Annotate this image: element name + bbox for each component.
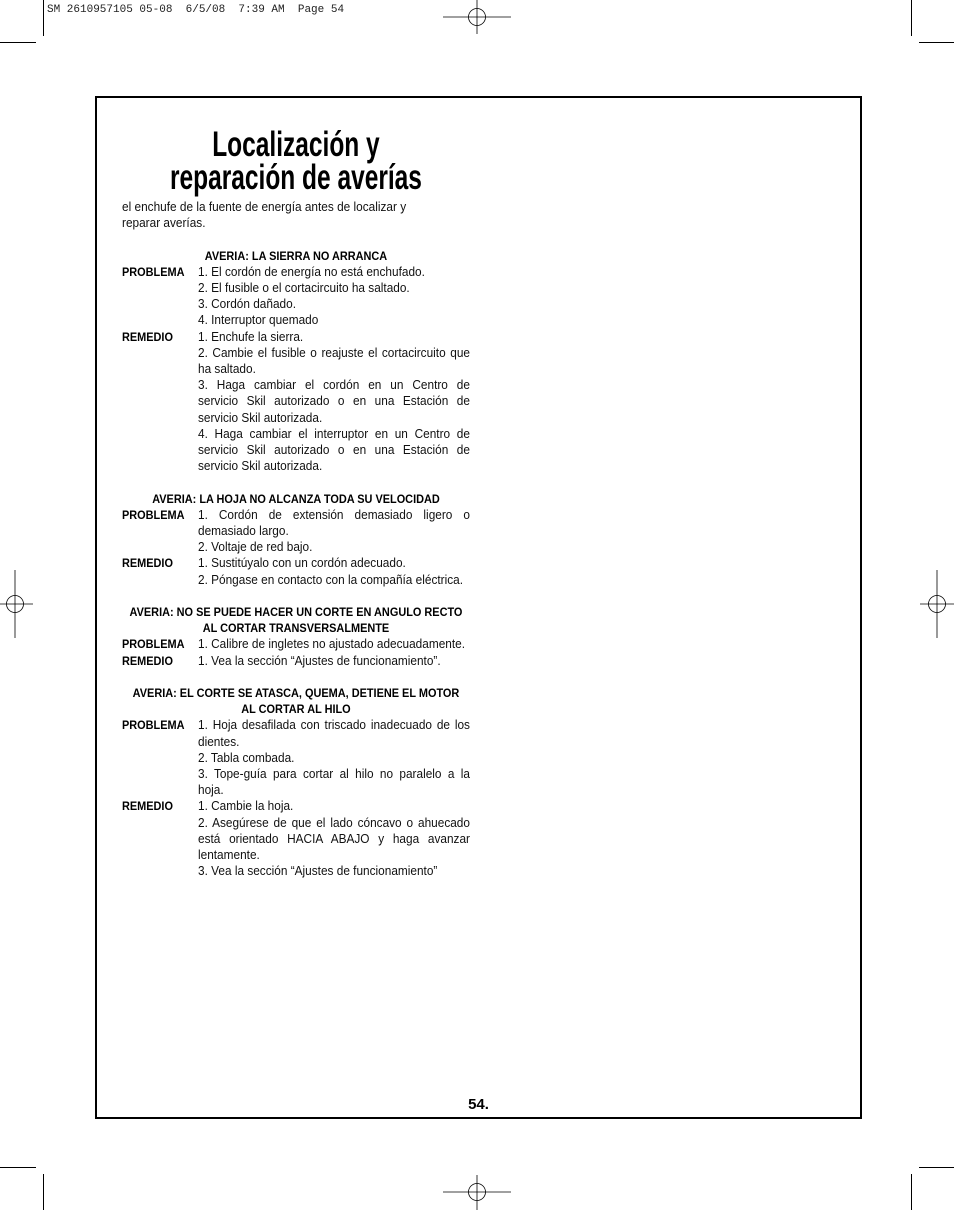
- crop-mark-bottom-left: [0, 1168, 44, 1210]
- list-item: [198, 636, 470, 652]
- list-item: [198, 539, 470, 555]
- item-text-line: 1. Vea la sección “Ajustes de funcionamiento”.: [197, 652, 441, 668]
- troubleshooting-sections: [122, 248, 470, 880]
- page-title-line-2: reparación de averías: [169, 158, 422, 197]
- list-item: [198, 264, 470, 280]
- intro-paragraph: [122, 199, 470, 231]
- list-item: [198, 377, 470, 426]
- problem-block: [122, 264, 470, 329]
- block-label: PROBLEMA: [122, 507, 185, 522]
- block-label: PROBLEMA: [122, 264, 185, 279]
- remedy-block: [122, 653, 470, 669]
- item-text-line: servicio Skil autorizada.: [197, 409, 323, 425]
- item-list: [198, 264, 470, 329]
- item-text-line: 3. Tope-guía para cortar al hilo no paralelo a la: [197, 766, 470, 782]
- page-title-line-1: Localización y: [212, 125, 380, 164]
- list-item: [198, 766, 470, 798]
- list-item: [198, 312, 470, 328]
- page-number: 54.: [468, 1096, 489, 1113]
- item-list: [198, 798, 470, 879]
- item-text-line: 4. Haga cambiar el interruptor en un Centro de: [197, 425, 470, 441]
- block-label: REMEDIO: [122, 799, 173, 814]
- item-text-line: 1. Hoja desafilada con triscado inadecuado de los: [197, 717, 470, 733]
- item-list: [198, 329, 470, 475]
- block-label: REMEDIO: [122, 556, 173, 571]
- item-text-line: 1. Cordón de extensión demasiado ligero o: [197, 506, 470, 522]
- crop-mark-top-left: [0, 0, 44, 43]
- block-label: PROBLEMA: [122, 637, 185, 652]
- remedy-block: [122, 555, 470, 587]
- item-text-line: 1. Calibre de ingletes no ajustado adecuadamente.: [197, 636, 466, 652]
- item-text-line: está orientado HACIA ABAJO y haga avanzar: [197, 830, 470, 846]
- registration-mark-bottom: [443, 1175, 511, 1210]
- item-text-line: 2. Asegúrese de que el lado cóncavo o ahuecado: [197, 814, 470, 830]
- section-heading-line: AVERIA: LA SIERRA NO ARRANCA: [204, 248, 388, 263]
- problem-block: [122, 507, 470, 556]
- list-item: [198, 345, 470, 377]
- item-text-line: 3. Haga cambiar el cordón en un Centro de: [197, 377, 470, 393]
- registration-mark-right: [920, 570, 954, 638]
- block-label: PROBLEMA: [122, 718, 185, 733]
- list-item: [198, 507, 470, 539]
- item-text-line: hoja.: [197, 782, 224, 798]
- item-text-line: 1. Enchufe la sierra.: [197, 328, 304, 344]
- registration-mark-left: [0, 570, 33, 638]
- item-text-line: lentamente.: [197, 847, 260, 863]
- item-text-line: servicio Skil autorizado o en una Estación de: [197, 393, 470, 409]
- item-text-line: 1. El cordón de energía no está enchufado.: [197, 263, 425, 279]
- item-list: [198, 555, 470, 587]
- print-slug: SM 2610957105 05-08 6/5/08 7:39 AM Page 54: [47, 4, 345, 16]
- item-text-line: 2. Cambie el fusible o reajuste el cortacircuito que: [197, 344, 470, 360]
- section-heading-line: AVERIA: EL CORTE SE ATASCA, QUEMA, DETIENE EL MOTOR: [132, 686, 460, 701]
- registration-mark-top: [443, 0, 511, 34]
- section-heading-line: AVERIA: LA HOJA NO ALCANZA TODA SU VELOCIDAD: [152, 491, 440, 506]
- section-heading-line: AL CORTAR TRANSVERSALMENTE: [202, 621, 390, 636]
- troubleshooting-section: [122, 685, 470, 879]
- list-item: [198, 717, 470, 749]
- troubleshooting-section: [122, 604, 470, 669]
- list-item: [198, 555, 470, 571]
- page-title: [122, 125, 470, 197]
- list-item: [198, 329, 470, 345]
- section-heading-line: AVERIA: NO SE PUEDE HACER UN CORTE EN ANGULO RECTO: [129, 605, 463, 620]
- intro-line: reparar averías.: [122, 215, 206, 231]
- crop-mark-top-right: [912, 0, 954, 43]
- item-text-line: dientes.: [197, 733, 240, 749]
- item-text-line: 3. Cordón dañado.: [197, 296, 296, 312]
- item-list: [198, 636, 470, 652]
- item-text-line: ha saltado.: [197, 361, 256, 377]
- section-heading-line: AL CORTAR AL HILO: [241, 702, 351, 717]
- troubleshooting-body: [122, 199, 470, 879]
- item-list: [198, 717, 470, 798]
- intro-line: el enchufe de la fuente de energía antes de localizar y: [122, 199, 407, 214]
- item-list: [198, 653, 470, 669]
- problem-block: [122, 636, 470, 652]
- item-text-line: servicio Skil autorizado o en una Estación de: [197, 442, 470, 458]
- list-item: [198, 296, 470, 312]
- item-text-line: demasiado largo.: [197, 523, 289, 539]
- troubleshooting-section: [122, 491, 470, 588]
- item-text-line: 1. Cambie la hoja.: [197, 798, 294, 814]
- list-item: [198, 426, 470, 475]
- list-item: [198, 798, 470, 814]
- problem-block: [122, 717, 470, 798]
- item-text-line: 2. Póngase en contacto con la compañía eléctrica.: [197, 571, 464, 587]
- item-text-line: 4. Interruptor quemado: [197, 312, 319, 328]
- block-label: REMEDIO: [122, 653, 173, 668]
- list-item: [198, 863, 470, 879]
- item-text-line: 2. Voltaje de red bajo.: [197, 539, 313, 555]
- list-item: [198, 653, 470, 669]
- list-item: [198, 280, 470, 296]
- remedy-block: [122, 798, 470, 879]
- item-text-line: 3. Vea la sección “Ajustes de funcionamiento”: [197, 863, 438, 879]
- list-item: [198, 815, 470, 864]
- item-text-line: 2. Tabla combada.: [197, 749, 295, 765]
- item-list: [198, 507, 470, 556]
- block-label: REMEDIO: [122, 329, 173, 344]
- item-text-line: servicio Skil autorizada.: [197, 458, 323, 474]
- troubleshooting-section: [122, 248, 470, 475]
- list-item: [198, 750, 470, 766]
- item-text-line: 1. Sustitúyalo con un cordón adecuado.: [197, 555, 406, 571]
- list-item: [198, 572, 470, 588]
- item-text-line: 2. El fusible o el cortacircuito ha saltado.: [197, 280, 410, 295]
- remedy-block: [122, 329, 470, 475]
- crop-mark-bottom-right: [912, 1168, 954, 1210]
